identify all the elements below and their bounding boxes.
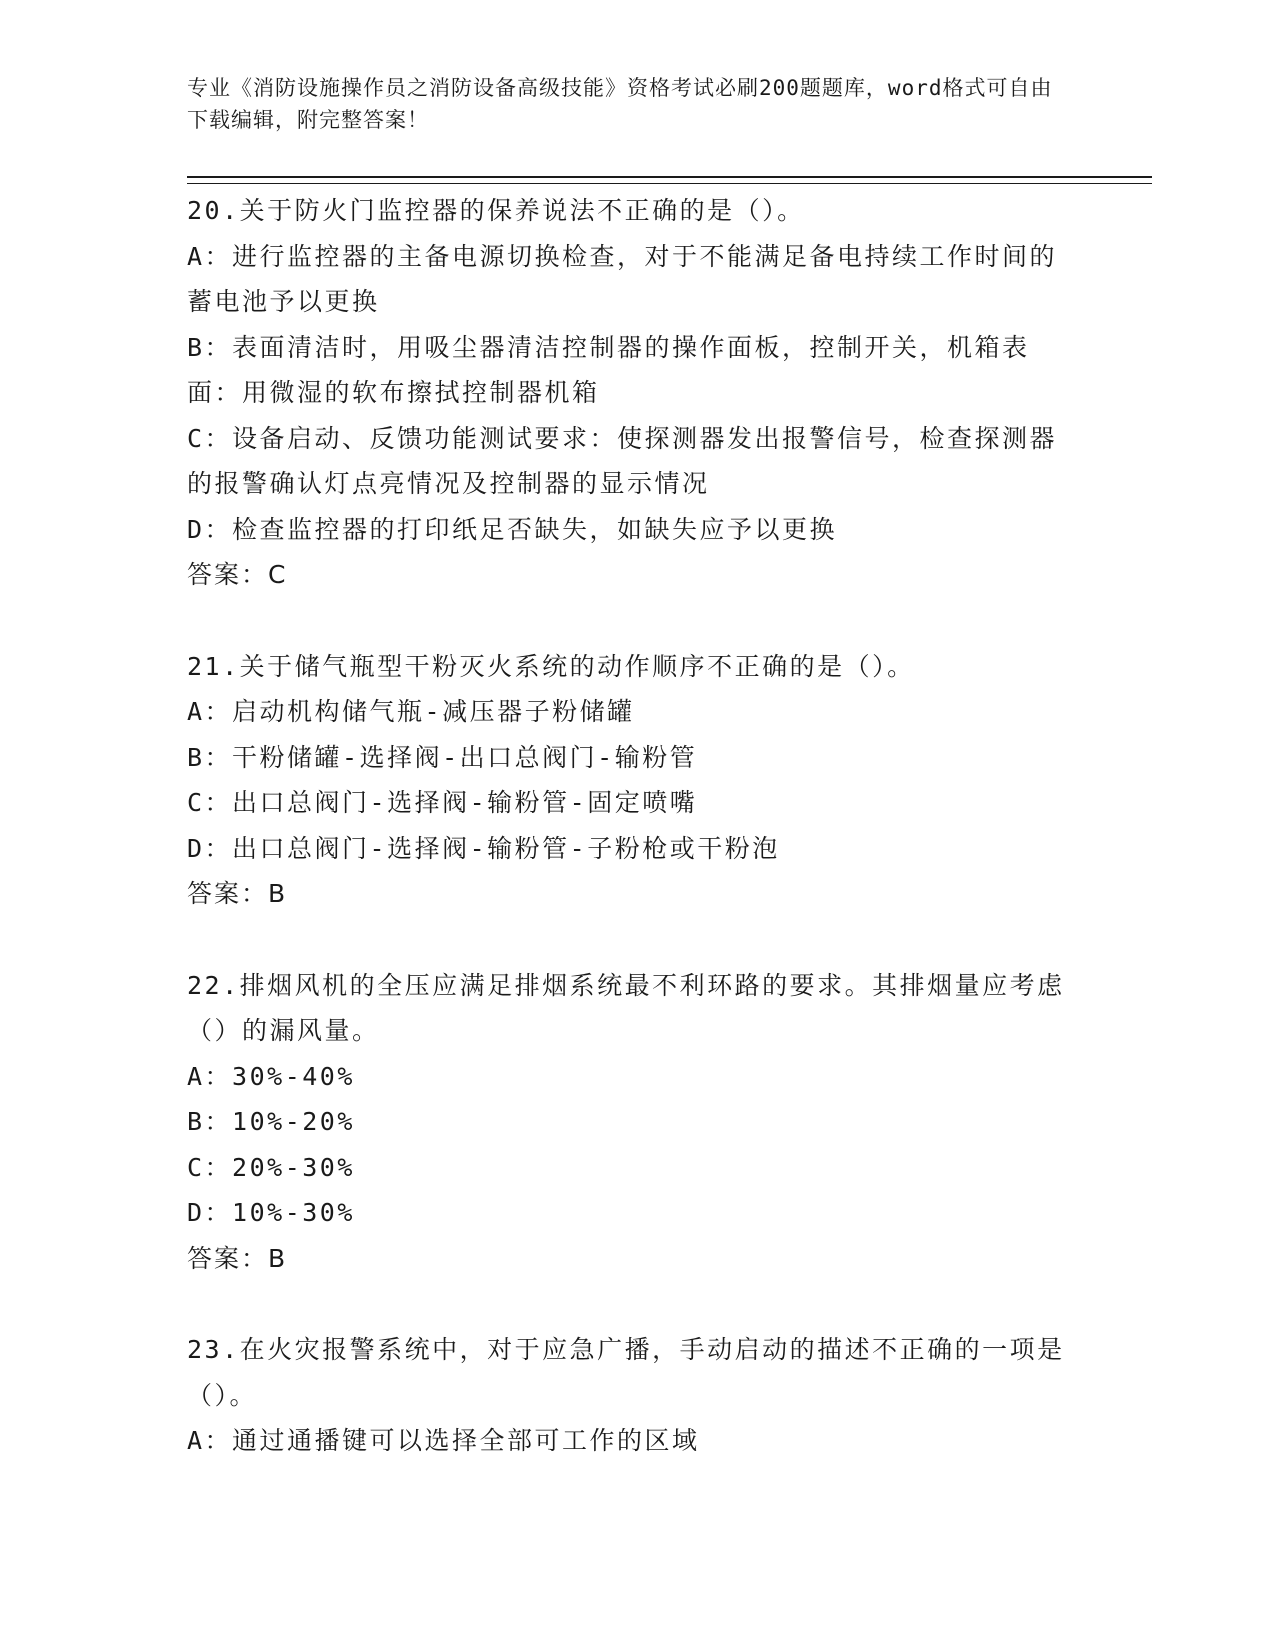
question-23 bbox=[187, 1327, 1067, 1464]
option-d: D：出口总阀门-选择阀-输粉管-子粉枪或干粉泡 bbox=[187, 833, 780, 863]
answer-label: 答案：B bbox=[187, 1243, 288, 1273]
option-a: A：进行监控器的主备电源切换检查，对于不能满足备电持续工作时间的蓄电池予以更换 bbox=[187, 241, 1058, 316]
option-d: D：10%-30% bbox=[187, 1198, 355, 1227]
question-stem: 23.在火灾报警系统中，对于应急广播，手动启动的描述不正确的一项是（）。 bbox=[187, 1335, 1065, 1410]
answer-label: 答案：B bbox=[187, 879, 288, 908]
answer-label: 答案：C bbox=[187, 560, 288, 589]
option-b: B：10%-20% bbox=[187, 1107, 355, 1136]
question-stem: 21.关于储气瓶型干粉灭火系统的动作顺序不正确的是（）。 bbox=[187, 651, 915, 681]
option-b: B：干粉储罐-选择阀-出口总阀门-输粉管 bbox=[187, 742, 698, 772]
question-21 bbox=[187, 644, 1067, 917]
document-header bbox=[187, 72, 1152, 136]
question-stem: 20.关于防火门监控器的保养说法不正确的是（）。 bbox=[187, 196, 805, 225]
option-c: C：出口总阀门-选择阀-输粉管-固定喷嘴 bbox=[187, 788, 698, 817]
option-d: D：检查监控器的打印纸足否缺失，如缺失应予以更换 bbox=[187, 514, 838, 544]
header-divider bbox=[187, 176, 1152, 184]
option-a: A：通过通播键可以选择全部可工作的区域 bbox=[187, 1426, 700, 1455]
header-title: 专业《消防设施操作员之消防设备高级技能》资格考试必刷200题题库，word格式可自由下载编辑，附完整答案！ bbox=[187, 76, 1053, 132]
option-c: C：20%-30% bbox=[187, 1152, 355, 1182]
option-b: B：表面清洁时，用吸尘器清洁控制器的操作面板，控制开关，机箱表面：用微湿的软布擦拭控制器机箱 bbox=[187, 332, 1030, 407]
question-22 bbox=[187, 963, 1067, 1282]
question-list bbox=[187, 188, 1067, 1510]
option-c: C：设备启动、反馈功能测试要求：使探测器发出报警信号，检查探测器的报警确认灯点亮情况及控制器的显示情况 bbox=[187, 423, 1058, 498]
question-20 bbox=[187, 188, 1067, 598]
question-stem: 22.排烟风机的全压应满足排烟系统最不利环路的要求。其排烟量应考虑（）的漏风量。 bbox=[187, 970, 1065, 1045]
option-a: A：启动机构储气瓶-减压器子粉储罐 bbox=[187, 697, 635, 726]
option-a: A：30%-40% bbox=[187, 1061, 355, 1091]
